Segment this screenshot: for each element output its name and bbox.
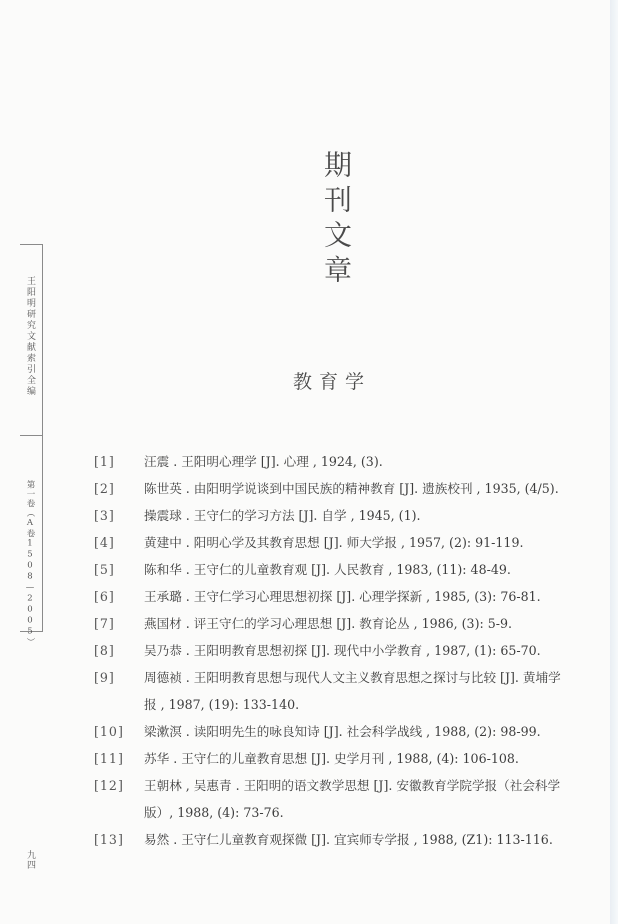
volume-label: 第一卷（A卷1508—2005） [25, 480, 35, 647]
reference-text: 汪震 . 王阳明心理学 [J]. 心理 , 1924, (3). [144, 454, 383, 469]
reference-text: 陈世英 . 由阳明学说谈到中国民族的精神教育 [J]. 遗族校刊 , 1935, (4/5). [144, 481, 559, 496]
reference-text: 操震球 . 王守仁的学习方法 [J]. 自学 , 1945, (1). [144, 508, 421, 523]
page-number: 九四 [25, 850, 35, 870]
reference-number: [4] [94, 535, 115, 550]
reference-item [0, 637, 618, 664]
reference-item [0, 502, 618, 529]
reference-text: 王朝林 , 吴惠青 . 王阳明的语文教学思想 [J]. 安徽教育学院学报（社会科学版）, 1988, (4): 73-76. [144, 778, 561, 820]
reference-number: [2] [94, 481, 115, 496]
reference-item [0, 448, 618, 475]
reference-item [0, 475, 618, 502]
reference-item [0, 583, 618, 610]
reference-text: 黄建中 . 阳明心学及其教育思想 [J]. 师大学报 , 1957, (2): 91-119. [144, 535, 524, 550]
reference-text: 周德祯 . 王阳明教育思想与现代人文主义教育思想之探讨与比较 [J]. 黄埔学报 , 1987, (19): 133-140. [144, 670, 561, 712]
page-title: 期刊文章 [320, 150, 353, 290]
reference-text: 苏华 . 王守仁的儿童教育思想 [J]. 史学月刊 , 1988, (4): 106-108. [144, 751, 519, 766]
reference-item [0, 664, 618, 718]
reference-number: [13] [94, 832, 124, 847]
reference-number: [10] [94, 724, 124, 739]
reference-text: 梁漱溟 . 读阳明先生的咏良知诗 [J]. 社会科学战线 , 1988, (2): 98-99. [144, 724, 541, 739]
reference-item [0, 718, 618, 745]
reference-item [0, 826, 618, 853]
series-title: 王阳明研究文献索引全编 [25, 276, 35, 397]
reference-text: 陈和华 . 王守仁的儿童教育观 [J]. 人民教育 , 1983, (11): 48-49. [144, 562, 511, 577]
reference-number: [6] [94, 589, 115, 604]
reference-list [0, 448, 618, 853]
reference-number: [9] [94, 670, 115, 685]
reference-text: 燕国材 . 评王守仁的学习心理思想 [J]. 教育论丛 , 1986, (3): 5-9. [144, 616, 513, 631]
reference-number: [12] [94, 778, 124, 793]
reference-number: [11] [94, 751, 124, 766]
reference-item [0, 745, 618, 772]
reference-number: [3] [94, 508, 115, 523]
reference-item [0, 610, 618, 637]
reference-text: 吴乃恭 . 王阳明教育思想初探 [J]. 现代中小学教育 , 1987, (1): 65-70. [144, 643, 541, 658]
reference-number: [7] [94, 616, 115, 631]
reference-text: 王承璐 . 王守仁学习心理思想初探 [J]. 心理学探新 , 1985, (3): 76-81. [144, 589, 541, 604]
reference-item [0, 556, 618, 583]
reference-number: [1] [94, 454, 115, 469]
section-heading: 教育学 [292, 371, 371, 393]
reference-number: [8] [94, 643, 115, 658]
reference-item [0, 772, 618, 826]
side-tab-divider [20, 435, 43, 436]
reference-item [0, 529, 618, 556]
reference-text: 易然 . 王守仁儿童教育观探微 [J]. 宜宾师专学报 , 1988, (Z1): 113-116. [144, 832, 553, 847]
reference-number: [5] [94, 562, 115, 577]
